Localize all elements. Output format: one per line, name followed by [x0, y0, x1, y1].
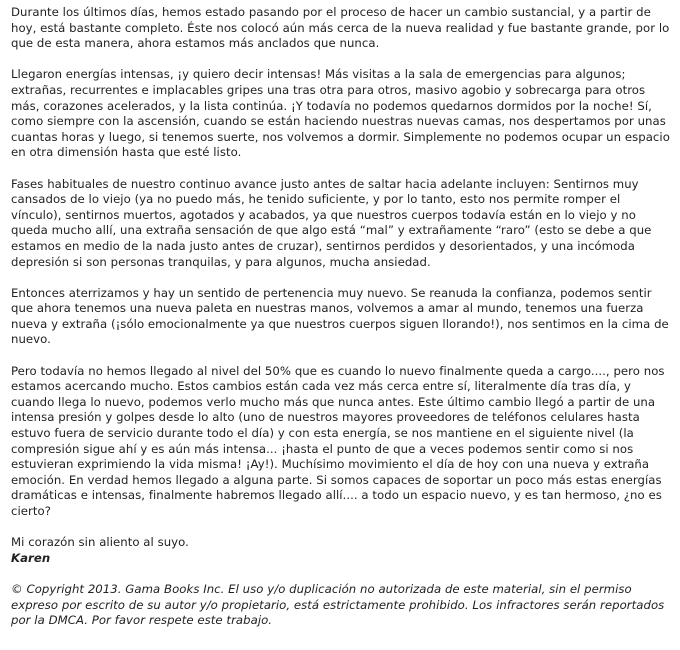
paragraph-4: Entonces aterrizamos y hay un sentido de pertenencia muy nuevo. Se reanuda la confianza, podemos sentir que ahora tenemos una nueva paleta en nuestras manos, volvemos a amar al mundo, tenemos una fuerza nueva y extraña (¡sólo emocionalmente ya que nuestros cuerpos siguen llorando!), nos sentimos en la cima de nuevo.: [11, 285, 669, 347]
signature-block: [11, 535, 671, 566]
copyright-notice: © Copyright 2013. Gama Books Inc. El uso y/o duplicación no autorizada de este material, sin el permiso expreso por escrito de su autor y/o propietario, está estrictamente prohibido. Los infractores serán reportados por la DMCA. Por favor respete este trabajo.: [11, 581, 665, 628]
paragraph-5: Pero todavía no hemos llegado al nivel del 50% que es cuando lo nuevo finalmente queda a cargo...., pero nos estamos acercando mucho. Estos cambios están cada vez más cerca entre sí, literalmente día tras día, y cuando llega lo nuevo, podemos verlo mucho más que nunca antes. Este último cambio llegó a partir de una intensa presión y golpes desde lo alto (uno de nuestros mayores proveedores de teléfonos celulares hasta estuvo fuera de servicio durante todo el día) y con esta energía, se nos mantiene en el siguiente nivel (la compresión sigue ahí y es aún más intensa... ¡hasta el punto de que a veces podemos sentir como si nos estuvieran exprimiendo la vida misma! ¡Ay!). Muchísimo movimiento el día de hoy con una nueva y extraña emoción. En verdad hemos llegado a alguna parte. Si somos capaces de soportar un poco más estas energías dramáticas e intensas, finalmente habremos llegado allí.... a todo un espacio nuevo, y es tan hermoso, ¿no es cierto?: [11, 363, 665, 518]
paragraph-2: Llegaron energías intensas, ¡y quiero decir intensas! Más visitas a la sala de emergencias para algunos; extrañas, recurrentes e implacables gripes una tras otra para otros, masivo agobio y sobrecarga para otros más, corazones acelerados, y la lista continúa. ¡Y todavía no podemos quedarnos dormidos por la noche! Sí, como siempre con la ascensión, cuando se están haciendo nuestras nuevas camas, nos despertamos por unas cuantas horas y luego, si tenemos suerte, nos volvemos a dormir. Simplemente no podemos ocupar un espacio en otra dimensión hasta que esté listo.: [11, 67, 670, 160]
paragraph-3: Fases habituales de nuestro continuo avance justo antes de saltar hacia adelante incluyen: Sentirnos muy cansados de lo viejo (ya no puedo más, he tenido suficiente, y por lo tanto, esto nos permite romper el vínculo), sentirnos muertos, agotados y acabados, ya que nuestros cuerpos todavía están en lo viejo y no queda mucho allí, una extraña sensación de que algo está “mal” y extrañamente “raro” (esto se debe a que estamos en medio de la nada justo antes de cruzar), sentirnos perdidos y desorientados, y una incómoda depresión si son personas tranquilas, y para algunos, mucha ansiedad.: [11, 176, 652, 269]
closing-line: Mi corazón sin aliento al suyo.: [11, 535, 189, 550]
paragraph-1: Durante los últimos días, hemos estado pasando por el proceso de hacer un cambio sustancial, y a partir de hoy, está bastante completo. Éste nos colocó aún más cerca de la nueva realidad y fue bastante grande, por lo que de esta manera, ahora estamos más anclados que nunca.: [11, 5, 670, 51]
article-body: [11, 5, 671, 629]
author-name: Karen: [11, 550, 51, 565]
